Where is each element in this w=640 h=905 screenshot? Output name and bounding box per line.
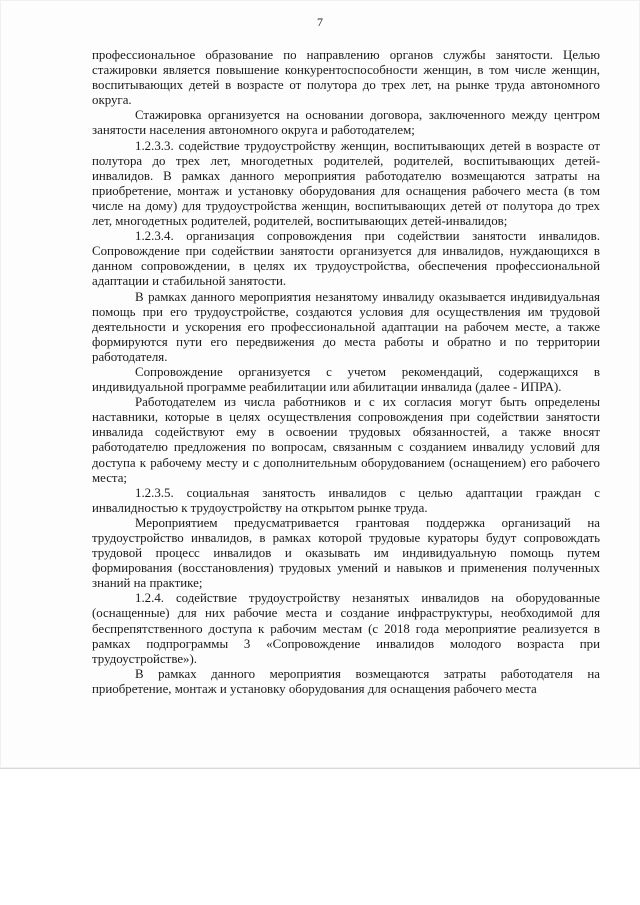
paragraph: 1.2.3.3. содействие трудоустройству женщин, воспитывающих детей в возрасте от полутора до трех лет, многодетных родителей, родителей, воспитывающих детей-инвалидов. В рамках данного мероприятия работодателю возмещаются затраты на приобретение, монтаж и установку оборудования для оснащения рабочего места (в том числе на дому) для трудоустройства женщин, воспитывающих детей от полутора до трех лет, многодетных родителей, родителей, воспитывающих детей-инвалидов; [92,138,600,229]
paragraph: 1.2.3.5. социальная занятость инвалидов с целью адаптации граждан с инвалидностью к трудоустройству на открытом рынке труда. [92,485,600,515]
page-number: 7 [317,15,323,29]
paragraph: Стажировка организуется на основании договора, заключенного между центром занятости населения автономного округа и работодателем; [92,108,600,138]
paragraph: профессиональное образование по направлению органов службы занятости. Целью стажировки является повышение конкурентоспособности женщин, в том числе женщин, воспитывающих детей в возрасте от полутора до трех лет, на рынке труда автономного округа. [92,48,600,108]
paragraph: 1.2.3.4. организация сопровождения при содействии занятости инвалидов. Сопровождение при содействии занятости организуется для инвалидов, нуждающихся в данном сопровождении, в целях их трудоустройства, обеспечения профессиональной адаптации и стабильной занятости. [92,229,600,289]
paragraph: Сопровождение организуется с учетом рекомендаций, содержащихся в индивидуальной программе реабилитации или абилитации инвалида (далее - ИПРА). [92,364,600,395]
paragraph: 1.2.4. содействие трудоустройству незанятых инвалидов на оборудованные (оснащенные) для них рабочие места и создание инфраструктуры, необходимой для беспрепятственного доступа к рабочим местам (с 2018 года мероприятие реализуется в рамках подпрограммы 3 «Сопровождение инвалидов молодого возраста при трудоустройстве»). [92,591,600,666]
paragraph: В рамках данного мероприятия возмещаются затраты работодателя на приобретение, монтаж и установку оборудования для оснащения рабочего места [92,666,600,696]
blank-area [0,769,640,905]
paragraph: Мероприятием предусматривается грантовая поддержка организаций на трудоустройство инвалидов, в рамках которой трудовые кураторы будут сопровождать трудовой процесс инвалидов и оказывать им индивидуальную помощь путем формирования (восстановления) трудовых умений и навыков и применения полученных знаний на практике; [92,515,600,591]
paragraph: В рамках данного мероприятия незанятому инвалиду оказывается индивидуальная помощь при его трудоустройстве, создаются условия для осуществления им трудовой деятельности и ускорения его профессиональной адаптации на рабочем месте, а также формируются пути его передвижения до места работы и обратно и по территории работодателя. [92,289,600,364]
paragraph: Работодателем из числа работников и с их согласия могут быть определены наставники, которые в целях осуществления сопровождения при содействии занятости инвалида содействуют ему в освоении трудовых обязанностей, а также вносят работодателю предложения по вопросам, связанным с созданием инвалиду условий для доступа к рабочему месту и с дополнительным оборудованием (оснащением) его рабочего места; [92,395,600,485]
document-body [92,48,600,697]
